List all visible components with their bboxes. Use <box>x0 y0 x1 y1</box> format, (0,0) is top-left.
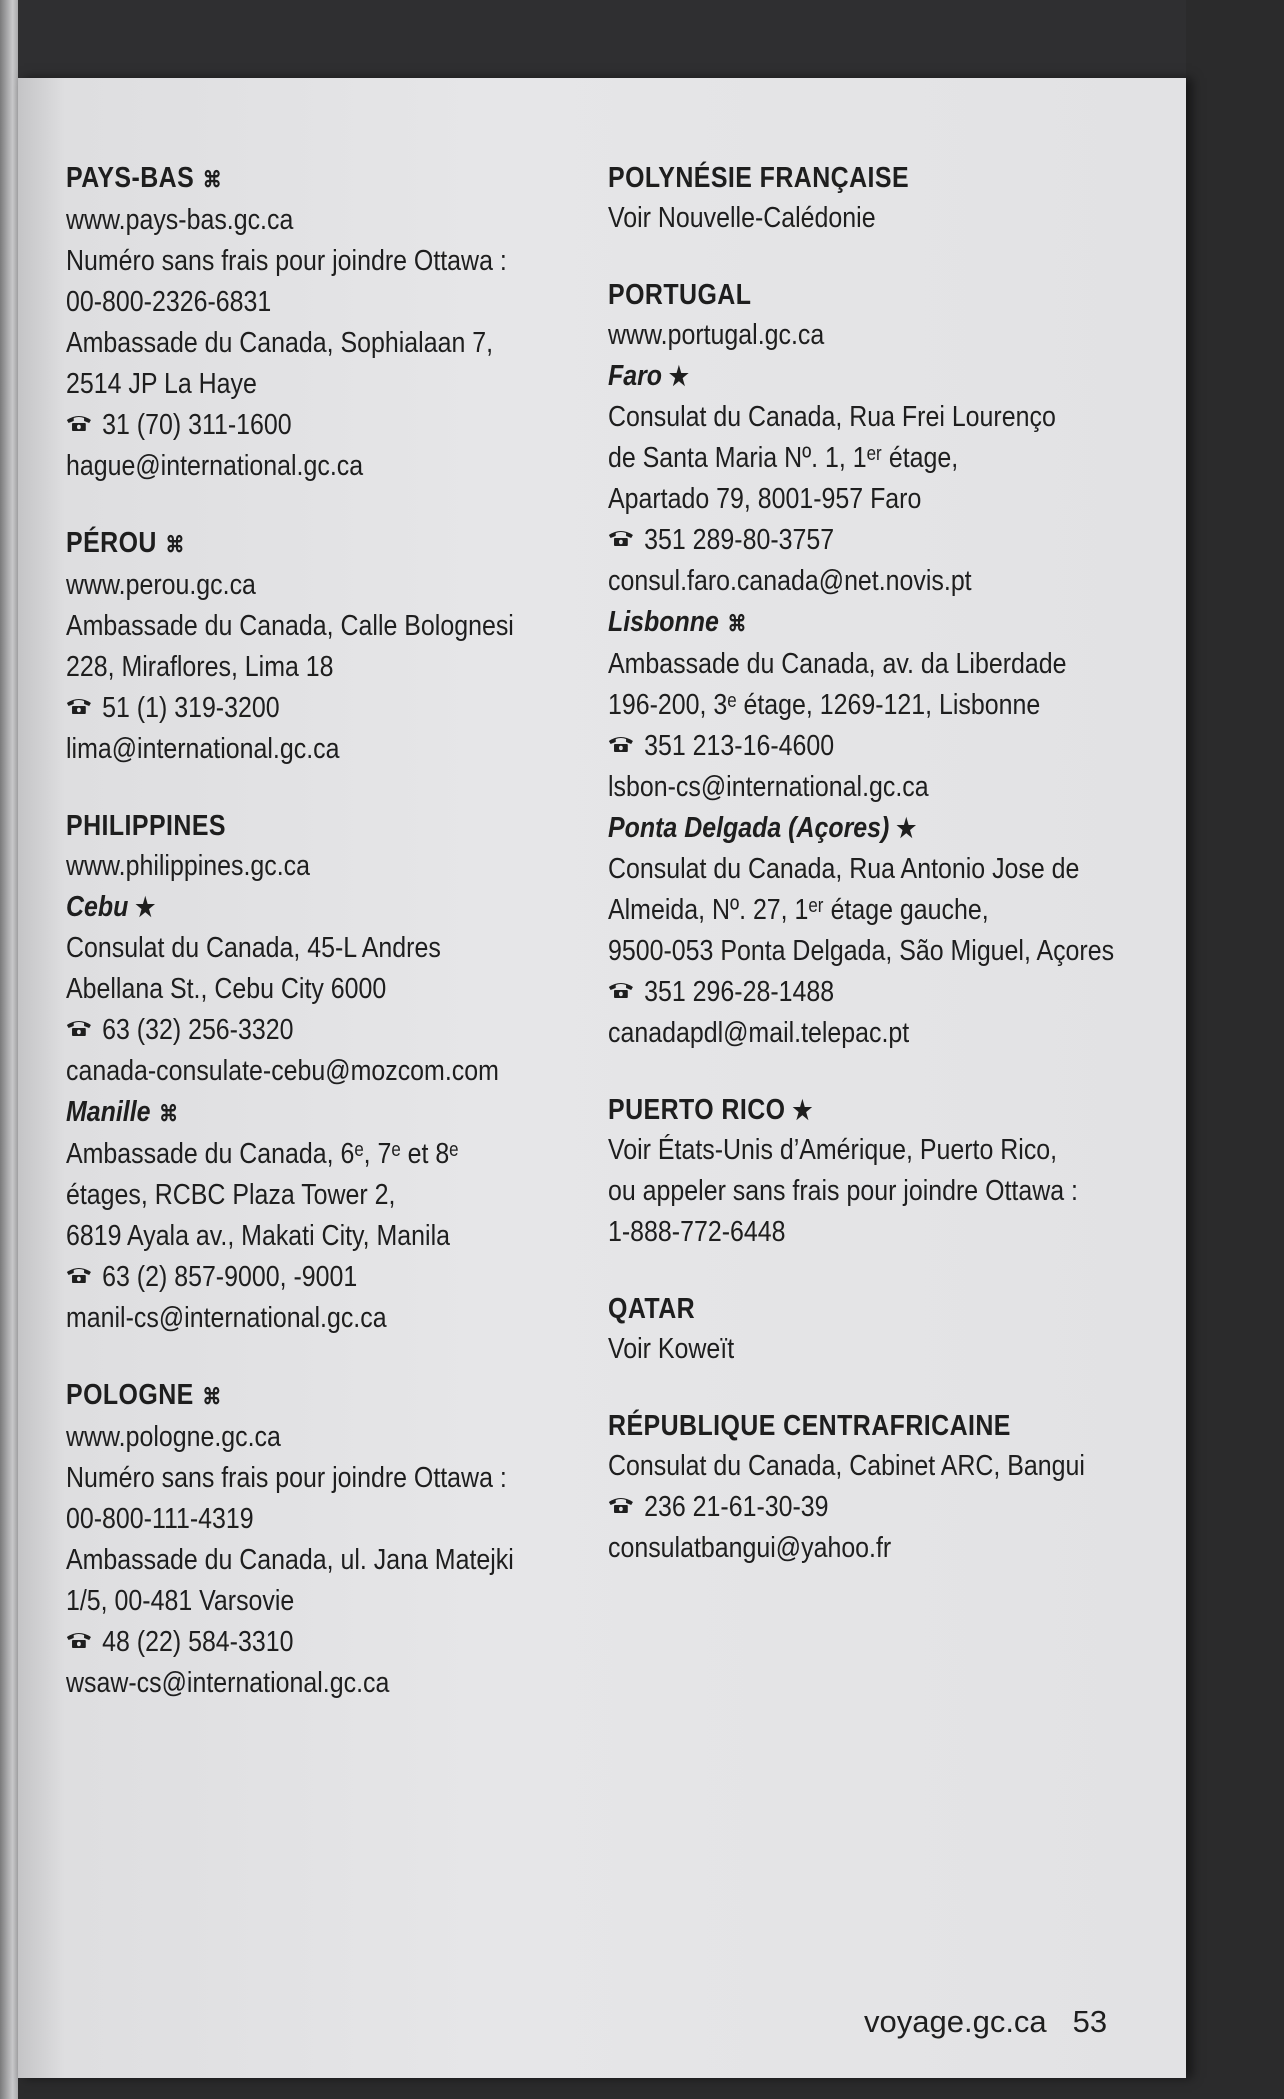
city-name: Cebu <box>66 891 129 923</box>
line-text: consulatbangui@yahoo.fr <box>608 1532 892 1564</box>
line-text: Almeida, Nº. 27, 1ᵉʳ étage gauche, <box>608 894 989 926</box>
country-name: POLOGNE <box>66 1379 194 1411</box>
right-column <box>608 158 1128 1605</box>
telephone-icon <box>66 1631 92 1649</box>
line-text: www.philippines.gc.ca <box>66 850 310 882</box>
website-link[interactable] <box>66 846 513 887</box>
telephone-icon <box>608 981 634 999</box>
line-text: ou appeler sans frais pour joindre Ottawa : <box>608 1175 1078 1207</box>
telephone-icon <box>66 697 92 715</box>
address-line <box>608 1171 1078 1212</box>
line-text: Consulat du Canada, 45-L Andres <box>66 932 441 964</box>
email-link[interactable] <box>608 767 1055 808</box>
website-link[interactable] <box>66 200 513 241</box>
line-text: Voir Koweït <box>608 1333 735 1365</box>
star-icon: ★ <box>668 361 689 391</box>
address-line <box>608 198 1055 239</box>
city-name: Manille <box>66 1096 151 1128</box>
line-text: lsbon-cs@international.gc.ca <box>608 771 929 803</box>
country-name: PÉROU <box>66 527 157 559</box>
address-line <box>66 1540 513 1581</box>
address-line <box>608 1212 1055 1253</box>
line-text: Consulat du Canada, Rua Antonio Jose de <box>608 853 1080 885</box>
country-entry <box>608 158 1128 239</box>
country-heading <box>608 1090 1055 1130</box>
line-text: 48 (22) 584-3310 <box>102 1626 294 1658</box>
address-line <box>66 969 513 1010</box>
address-line <box>608 397 1055 438</box>
city-heading <box>608 356 1055 397</box>
book-left-edge <box>0 0 18 2099</box>
address-line <box>66 647 513 688</box>
line-text: 236 21-61-30-39 <box>644 1491 829 1523</box>
email-link[interactable] <box>66 729 513 770</box>
address-line <box>66 241 513 282</box>
page-top-shadow <box>18 0 1186 78</box>
country-entry <box>66 806 586 1339</box>
country-entry <box>608 1090 1128 1253</box>
passport-service-icon: ⌘ <box>159 1101 179 1126</box>
city-heading <box>608 808 1055 849</box>
address-line <box>66 282 513 323</box>
address-line <box>608 890 1055 931</box>
telephone-icon <box>66 1266 92 1284</box>
telephone-icon <box>608 735 634 753</box>
email-link[interactable] <box>66 1663 513 1704</box>
line-text: www.pays-bas.gc.ca <box>66 204 294 236</box>
line-text: Numéro sans frais pour joindre Ottawa : <box>66 245 507 277</box>
line-text: hague@international.gc.ca <box>66 450 364 482</box>
line-text: 351 296-28-1488 <box>644 976 835 1008</box>
country-name: POLYNÉSIE FRANÇAISE <box>608 162 910 194</box>
line-text: manil-cs@international.gc.ca <box>66 1302 387 1334</box>
star-icon: ★ <box>135 892 156 922</box>
country-name: PHILIPPINES <box>66 810 226 842</box>
line-text: Voir États-Unis d’Amérique, Puerto Rico, <box>608 1134 1058 1166</box>
phone-number <box>66 1010 513 1051</box>
address-line <box>608 849 1080 890</box>
country-heading <box>608 158 1055 198</box>
telephone-icon <box>608 529 634 547</box>
address-line <box>66 1216 513 1257</box>
line-text: www.portugal.gc.ca <box>608 319 825 351</box>
city-heading <box>66 1092 513 1134</box>
country-entry <box>66 523 586 770</box>
country-entry <box>608 1289 1128 1370</box>
phone-number <box>66 1622 513 1663</box>
email-link[interactable] <box>608 1528 1055 1569</box>
line-text: www.pologne.gc.ca <box>66 1421 281 1453</box>
line-text: 351 289-80-3757 <box>644 524 835 556</box>
country-heading <box>608 275 1055 315</box>
country-name: PORTUGAL <box>608 279 752 311</box>
address-line <box>608 644 1067 685</box>
email-link[interactable] <box>66 446 513 487</box>
email-link[interactable] <box>66 1051 513 1092</box>
phone-number <box>608 726 1055 767</box>
telephone-icon <box>66 414 92 432</box>
address-line <box>66 1581 513 1622</box>
email-link[interactable] <box>608 1013 1055 1054</box>
line-text: 00-800-111-4319 <box>66 1503 254 1535</box>
phone-number <box>66 1257 513 1298</box>
line-text: Consulat du Canada, Rua Frei Lourenço <box>608 401 1056 433</box>
line-text: Abellana St., Cebu City 6000 <box>66 973 387 1005</box>
country-name: RÉPUBLIQUE CENTRAFRICAINE <box>608 1410 1011 1442</box>
passport-service-icon: ⌘ <box>202 1384 222 1409</box>
star-icon: ★ <box>896 813 917 843</box>
line-text: étages, RCBC Plaza Tower 2, <box>66 1179 396 1211</box>
line-text: 63 (2) 857-9000, -9001 <box>102 1261 358 1293</box>
passport-service-icon: ⌘ <box>727 611 747 636</box>
phone-number <box>608 520 1055 561</box>
line-text: Ambassade du Canada, Sophialaan 7, <box>66 327 494 359</box>
address-line <box>608 1446 1085 1487</box>
country-heading <box>66 806 513 846</box>
country-name: QATAR <box>608 1293 696 1325</box>
line-text: 196-200, 3ᵉ étage, 1269-121, Lisbonne <box>608 689 1041 721</box>
line-text: 351 213-16-4600 <box>644 730 835 762</box>
email-link[interactable] <box>66 1298 513 1339</box>
line-text: wsaw-cs@international.gc.ca <box>66 1667 390 1699</box>
phone-number <box>66 688 513 729</box>
phone-number <box>66 405 513 446</box>
address-line <box>608 1329 1055 1370</box>
line-text: Ambassade du Canada, Calle Bolognesi <box>66 610 514 642</box>
line-text: lima@international.gc.ca <box>66 733 340 765</box>
address-line <box>66 928 513 969</box>
country-heading <box>66 158 513 200</box>
line-text: 2514 JP La Haye <box>66 368 257 400</box>
address-line <box>608 685 1055 726</box>
website-link[interactable] <box>66 1417 513 1458</box>
passport-service-icon: ⌘ <box>202 167 223 192</box>
country-entry <box>608 275 1128 1054</box>
phone-number <box>608 1487 1055 1528</box>
line-text: consul.faro.canada@net.novis.pt <box>608 565 972 597</box>
country-heading <box>608 1406 1055 1446</box>
country-name: PAYS-BAS <box>66 162 195 194</box>
line-text: Consulat du Canada, Cabinet ARC, Bangui <box>608 1450 1085 1482</box>
line-text: Ambassade du Canada, ul. Jana Matejki <box>66 1544 514 1576</box>
address-line <box>66 1134 513 1175</box>
line-text: canadapdl@mail.telepac.pt <box>608 1017 910 1049</box>
line-text: 63 (32) 256-3320 <box>102 1014 294 1046</box>
country-heading <box>608 1289 1055 1329</box>
country-heading <box>66 1375 513 1417</box>
line-text: de Santa Maria Nº. 1, 1ᵉʳ étage, <box>608 442 959 474</box>
city-name: Lisbonne <box>608 606 719 638</box>
telephone-icon <box>608 1496 634 1514</box>
line-text: Apartado 79, 8001-957 Faro <box>608 483 922 515</box>
line-text: Ambassade du Canada, av. da Liberdade <box>608 648 1067 680</box>
address-line <box>608 1130 1058 1171</box>
country-entry <box>66 1375 586 1704</box>
address-line <box>608 931 1115 972</box>
country-entry <box>608 1406 1128 1569</box>
line-text: Numéro sans frais pour joindre Ottawa : <box>66 1462 507 1494</box>
line-text: 9500-053 Ponta Delgada, São Miguel, Açores <box>608 935 1115 967</box>
telephone-icon <box>66 1019 92 1037</box>
left-column <box>66 158 586 1740</box>
line-text: 51 (1) 319-3200 <box>102 692 280 724</box>
line-text: 00-800-2326-6831 <box>66 286 272 318</box>
address-line <box>66 364 513 405</box>
page-footer <box>864 2004 1107 2040</box>
country-heading <box>66 523 513 565</box>
line-text: 228, Miraflores, Lima 18 <box>66 651 334 683</box>
phone-number <box>608 972 1055 1013</box>
line-text: 1-888-772-6448 <box>608 1216 786 1248</box>
line-text: Ambassade du Canada, 6ᵉ, 7ᵉ et 8ᵉ <box>66 1138 459 1170</box>
footer-website[interactable]: voyage.gc.ca <box>864 2004 1047 2039</box>
city-name: Ponta Delgada (Açores) <box>608 812 890 844</box>
line-text: Voir Nouvelle-Calédonie <box>608 202 876 234</box>
address-line <box>66 1175 513 1216</box>
line-text: 6819 Ayala av., Makati City, Manila <box>66 1220 450 1252</box>
line-text: www.perou.gc.ca <box>66 569 256 601</box>
line-text: canada-consulate-cebu@mozcom.com <box>66 1055 499 1087</box>
website-link[interactable] <box>66 565 513 606</box>
email-link[interactable] <box>608 561 1055 602</box>
address-line <box>608 479 1055 520</box>
city-heading <box>66 887 513 928</box>
passport-service-icon: ⌘ <box>165 532 185 557</box>
line-text: 1/5, 00-481 Varsovie <box>66 1585 295 1617</box>
website-link[interactable] <box>608 315 1055 356</box>
address-line <box>66 323 513 364</box>
city-heading <box>608 602 1055 644</box>
star-icon: ★ <box>792 1095 813 1125</box>
address-line <box>66 1499 513 1540</box>
city-name: Faro <box>608 360 663 392</box>
line-text: 31 (70) 311-1600 <box>102 409 292 441</box>
country-entry <box>66 158 586 487</box>
page-number: 53 <box>1072 2004 1108 2039</box>
address-line <box>608 438 1055 479</box>
address-line <box>66 1458 513 1499</box>
country-name: PUERTO RICO <box>608 1094 786 1126</box>
address-line <box>66 606 513 647</box>
